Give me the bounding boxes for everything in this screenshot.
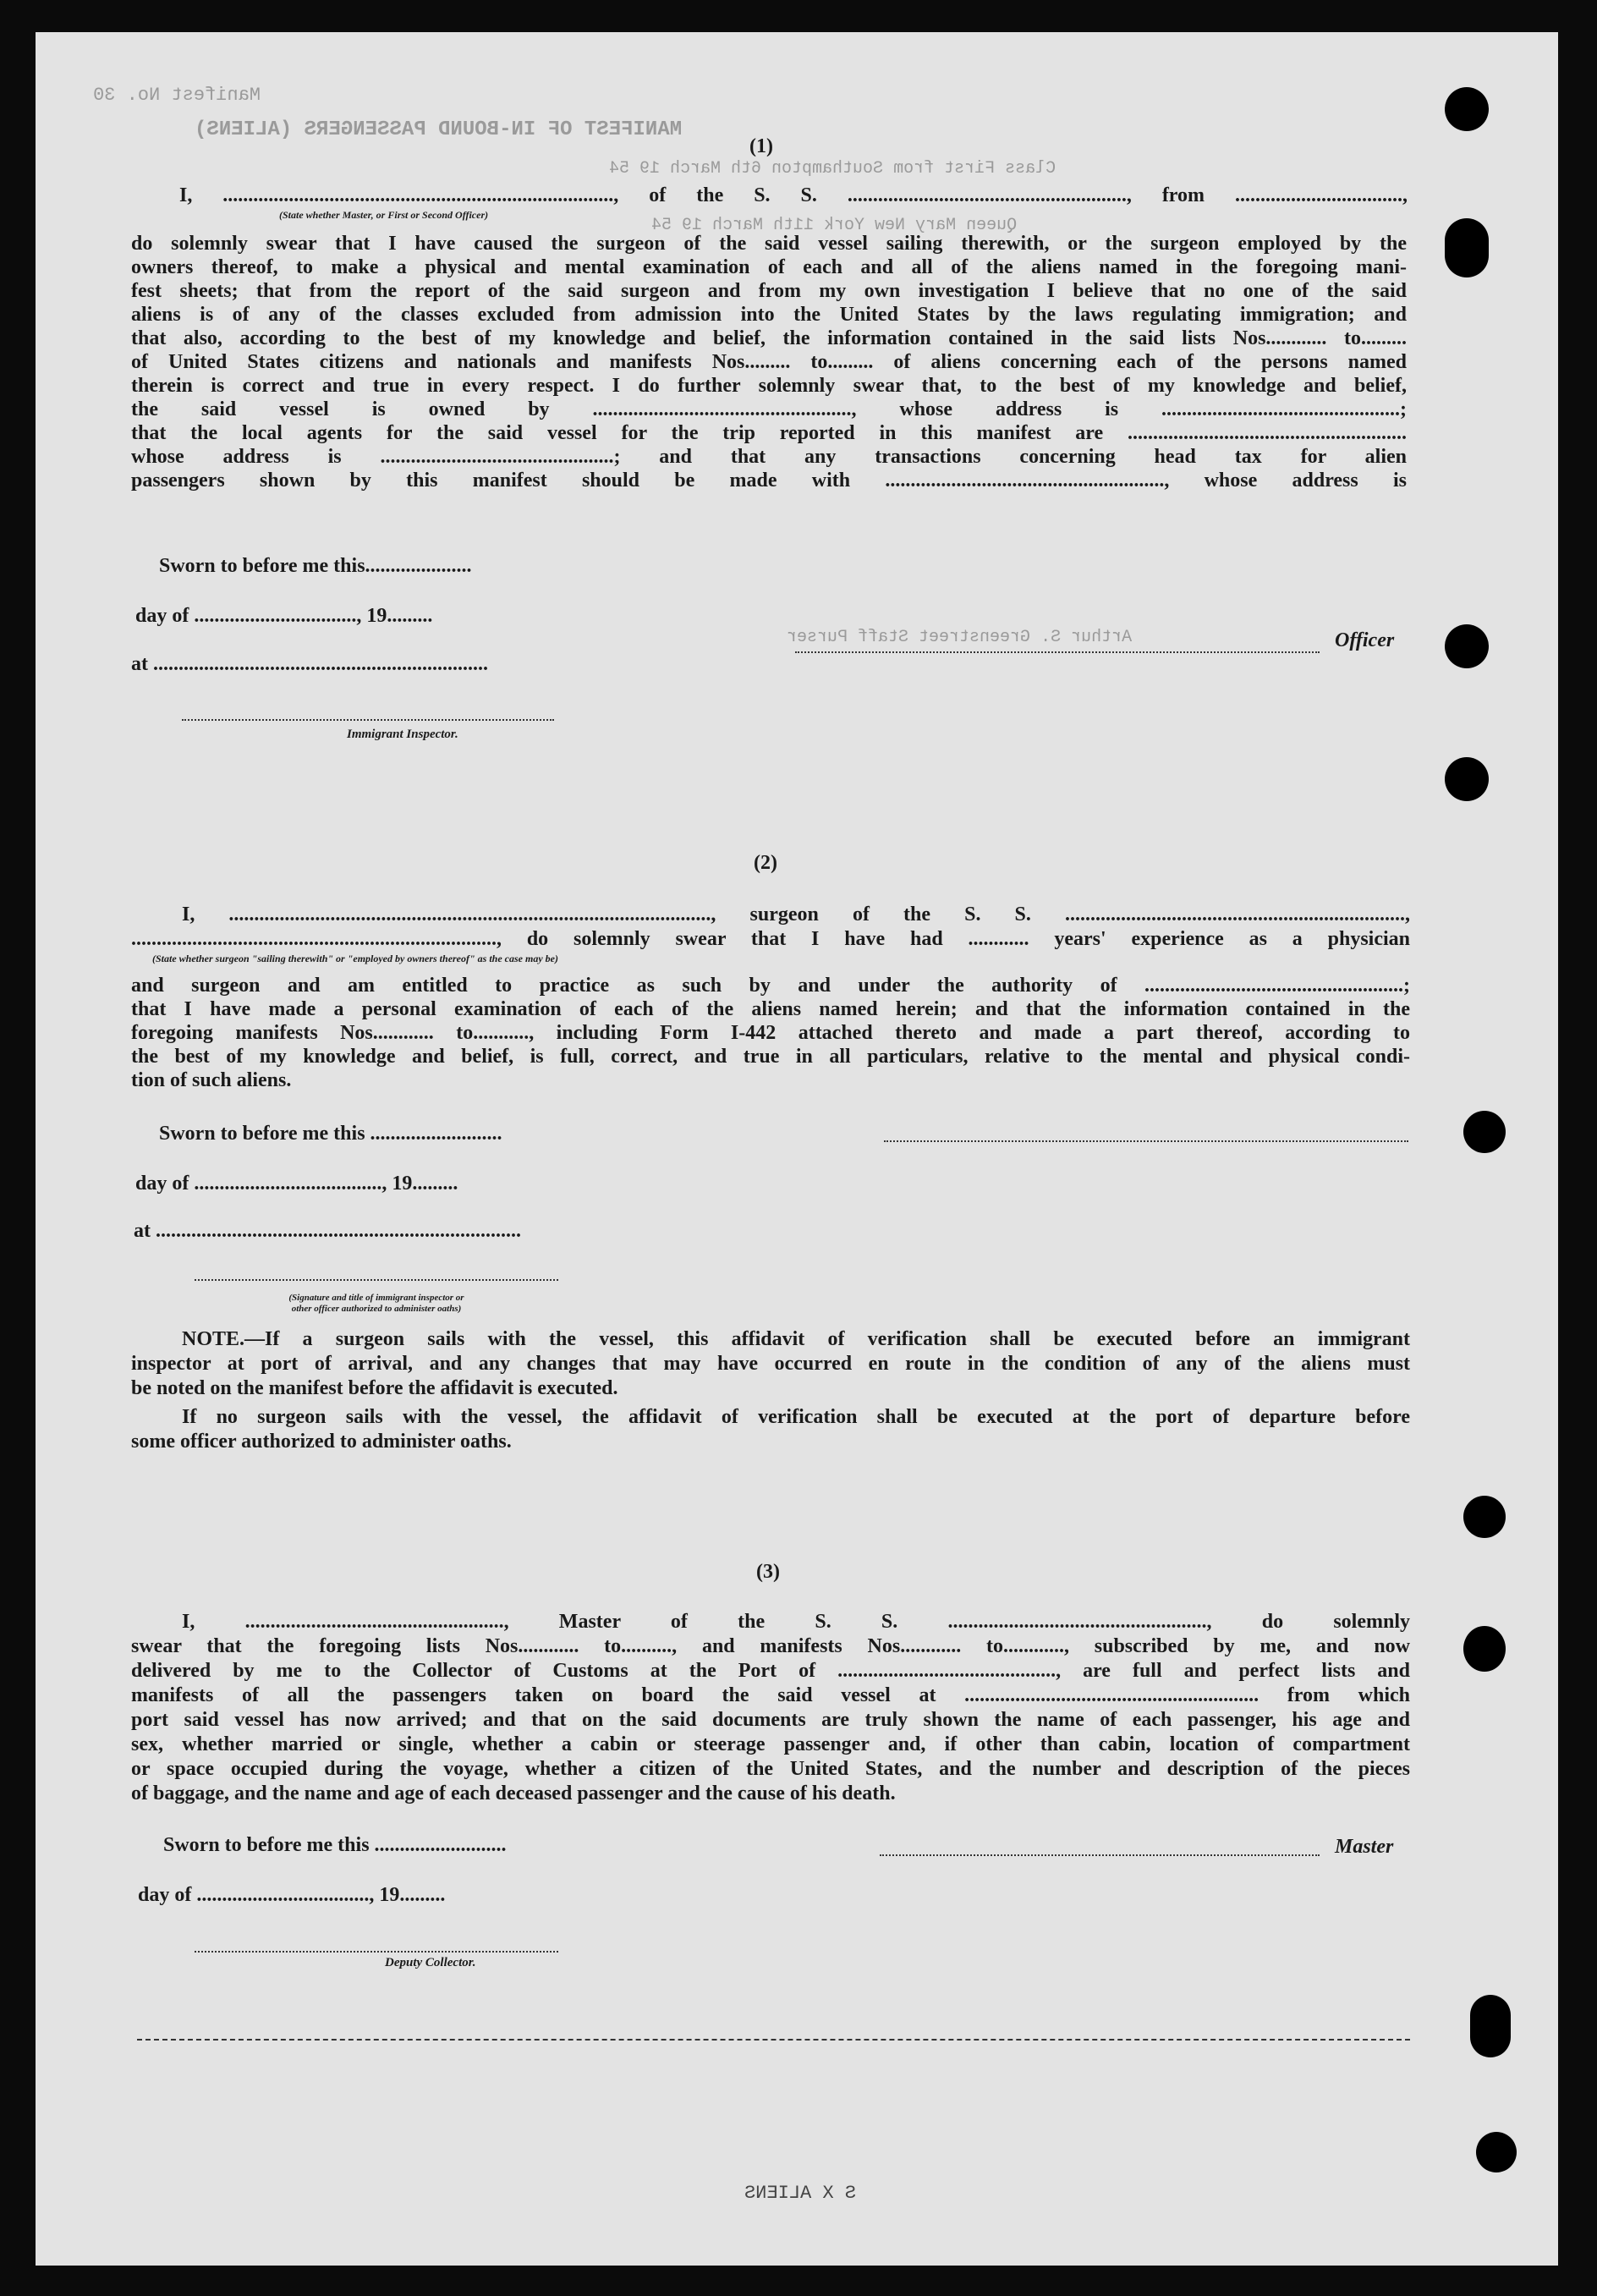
punch-hole	[1445, 218, 1489, 277]
section-2-line: the best of my knowledge and belief, is full, correct, and true in all particulars, relative to the mental and physical condi-	[131, 1046, 1410, 1068]
deputy-signature-line	[195, 1951, 558, 1953]
section-3-line: delivered by me to the Collector of Customs at the Port of ..........................................., are full and perfect lists and	[131, 1660, 1410, 1682]
section-1-line: of United States citizens and nationals and manifests Nos......... to......... of aliens concerning each of the persons named	[131, 351, 1407, 373]
bottom-rule	[137, 2039, 1410, 2041]
section-1-number: (1)	[749, 135, 773, 157]
bleed-through-text: S X ALIENS	[744, 2183, 857, 2204]
section-3-number: (3)	[756, 1561, 780, 1583]
day-of-label: day of ....................................., 19.........	[135, 1173, 458, 1195]
section-3-line: port said vessel has now arrived; and that on the said documents are truly shown the name of each passenger, his age and	[131, 1709, 1410, 1731]
section-3-line: manifests of all the passengers taken on board the said vessel at .......................................................... from which	[131, 1684, 1410, 1706]
section-1-line: whose address is ..............................................; and that any transactions concerning head tax for alien	[131, 446, 1407, 468]
section-1-line: owners thereof, to make a physical and mental examination of each and all of the aliens named in the foregoing mani-	[131, 256, 1407, 278]
note-line: inspector at port of arrival, and any changes that may have occurred en route in the condition of any of the aliens must	[131, 1353, 1410, 1375]
punch-hole	[1445, 87, 1489, 131]
officer-label: Officer	[1335, 629, 1395, 651]
section-1-line: therein is correct and true in every respect. I do further solemnly swear that, to the best of my knowledge and belief,	[131, 375, 1407, 397]
section-2-line: foregoing manifests Nos............ to..........., including Form I-442 attached thereto and made a part thereof, according to	[131, 1022, 1410, 1044]
punch-hole	[1445, 624, 1489, 668]
note-line: NOTE.—If a surgeon sails with the vessel, this affidavit of verification shall be executed before an immigrant	[182, 1328, 1410, 1350]
section-2-line: I, ..............................................................................................., surgeon of the S. S. ...................................................................,	[182, 904, 1410, 926]
section-2-line: tion of such aliens.	[131, 1069, 292, 1091]
day-of-label: day of ................................, 19.........	[135, 605, 433, 627]
section-1-line: that the local agents for the said vessel for the trip reported in this manifest are .......................................................	[131, 422, 1407, 444]
section-3-line: swear that the foregoing lists Nos............ to.........., and manifests Nos............ to............, subscribed by me, and now	[131, 1635, 1410, 1657]
day-of-label: day of .................................., 19.........	[138, 1884, 446, 1906]
punch-hole	[1445, 757, 1489, 801]
inspector-signature-line	[195, 1279, 558, 1281]
note-line: some officer authorized to administer oaths.	[131, 1431, 512, 1453]
master-signature-line	[880, 1854, 1320, 1856]
section-1-line: aliens is of any of the classes excluded from admission into the United States by the laws regulating immigration; and	[131, 304, 1407, 326]
bleed-through-text: Arthur S. Greenstreet Staff Purser	[787, 628, 1133, 647]
sworn-before-label: Sworn to before me this.....................	[159, 555, 472, 577]
inspector-signature-line	[182, 719, 554, 721]
bleed-through-text: MANIFEST OF IN-BOUND PASSENGERS (ALIENS)	[195, 118, 683, 141]
section-1-line: that also, according to the best of my knowledge and belief, the information contained in the said lists Nos............ to.........	[131, 327, 1407, 349]
signature-line	[884, 1140, 1408, 1142]
sworn-before-label: Sworn to before me this ..........................	[159, 1123, 502, 1145]
bleed-through-text: Queen Mary New York 11th March 19 54	[651, 216, 1018, 235]
inspector-caption: Immigrant Inspector.	[347, 728, 458, 741]
officer-rank-caption: (State whether Master, or First or Second Officer)	[279, 209, 489, 221]
bleed-through-text: Manifest No. 30	[93, 85, 261, 106]
at-label: at ..................................................................	[131, 653, 488, 675]
note-line: If no surgeon sails with the vessel, the affidavit of verification shall be executed at the port of departure before	[182, 1406, 1410, 1428]
at-label: at ........................................................................	[134, 1220, 521, 1242]
punch-hole	[1470, 1995, 1511, 2057]
section-2-line: ........................................................................, do solemnly swear that I have had ............ years' experience as a physician	[131, 928, 1410, 950]
section-3-line: or space occupied during the voyage, whether a citizen of the United States, and the number and description of the pieces	[131, 1758, 1410, 1780]
sworn-before-label: Sworn to before me this ..........................	[163, 1834, 507, 1856]
surgeon-type-caption: (State whether surgeon "sailing therewith" or "employed by owners thereof" as the case may be)	[152, 953, 558, 964]
officer-signature-line	[795, 651, 1320, 653]
bleed-through-text: Class First from Southampton 6th March 19 54	[609, 159, 1056, 179]
master-label: Master	[1335, 1836, 1394, 1858]
section-3-line: sex, whether married or single, whether a cabin or steerage passenger and, if other than cabin, location of compartment	[131, 1733, 1410, 1755]
punch-hole	[1463, 1496, 1506, 1538]
section-1-line: fest sheets; that from the report of the said surgeon and from my own investigation I believe that no one of the said	[131, 280, 1407, 302]
section-1-line: I, ............................................................................., of the S. S. ......................................................., from .................................,	[179, 184, 1408, 206]
section-2-number: (2)	[754, 852, 777, 874]
punch-hole	[1476, 2132, 1517, 2172]
punch-hole	[1463, 1626, 1506, 1672]
deputy-collector-caption: Deputy Collector.	[385, 1956, 476, 1969]
section-3-line: I, ..................................................., Master of the S. S. ..................................................., do solemnly	[182, 1611, 1410, 1633]
section-2-line: that I have made a personal examination of each of the aliens named herein; and that the information contained in the	[131, 998, 1410, 1020]
section-1-line: do solemnly swear that I have caused the surgeon of the said vessel sailing therewith, or the surgeon employed by the	[131, 233, 1407, 255]
note-line: be noted on the manifest before the affidavit is executed.	[131, 1377, 618, 1399]
signature-caption: (Signature and title of immigrant inspector or other officer authorized to administer oaths)	[288, 1293, 464, 1314]
section-3-line: of baggage, and the name and age of each deceased passenger and the cause of his death.	[131, 1782, 896, 1804]
punch-hole	[1463, 1111, 1506, 1153]
section-2-line: and surgeon and am entitled to practice as such by and under the authority of ...................................................;	[131, 975, 1410, 997]
section-1-line: passengers shown by this manifest should be made with ......................................................., whose address is	[131, 470, 1407, 492]
section-1-line: the said vessel is owned by ..................................................., whose address is ...............................................;	[131, 398, 1407, 420]
